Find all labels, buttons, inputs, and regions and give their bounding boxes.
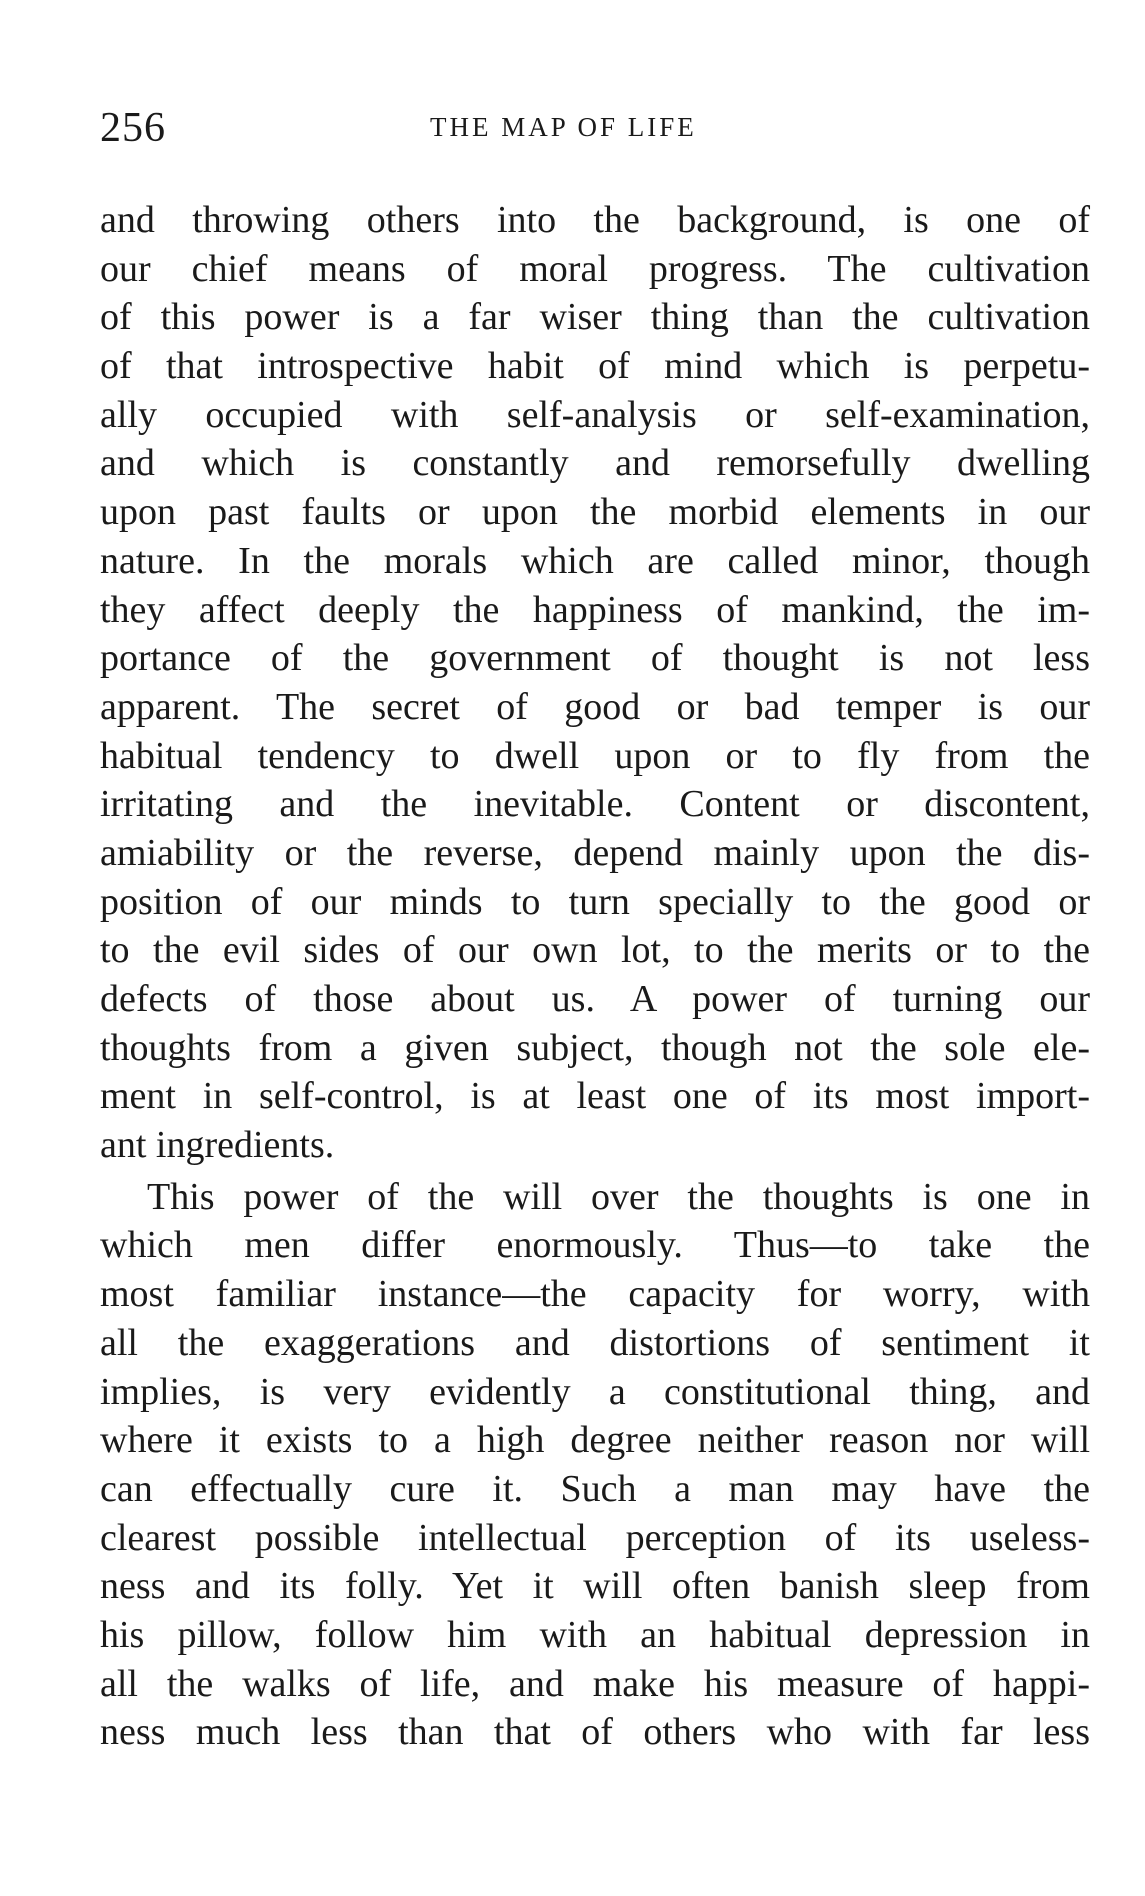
text-line: and throwing others into the background, is one of [100,199,1090,241]
text-line: ness and its folly. Yet it will often banish sleep from [100,1565,1090,1608]
text-line: ant ingredients. [100,1124,335,1167]
text-line: clearest possible intellectual perception of its useless- [100,1516,1090,1559]
text-line: of this power is a far wiser thing than the cultivation [100,296,1090,339]
text-line: to the evil sides of our own lot, to the merits or to the [100,929,1090,972]
text-line: of that introspective habit of mind which is perpetu- [100,345,1090,388]
text-line: most familiar instance—the capacity for worry, with [100,1273,1090,1316]
text-line: amiability or the reverse, depend mainly upon the dis- [100,831,1090,874]
text-line: defects of those about us. A power of turning our [100,978,1090,1020]
paragraph-1 [100,196,1090,1170]
text-line: nature. In the morals which are called minor, though [100,539,1090,582]
page-number: 256 [100,105,166,151]
running-title: THE MAP OF LIFE [430,112,697,142]
text-line: ness much less than that of others who with far less [100,1711,1090,1754]
text-line: all the exaggerations and distortions of sentiment it [100,1321,1090,1364]
text-line: our chief means of moral progress. The cultivation [100,247,1090,290]
text-line: where it exists to a high degree neither reason nor will [100,1419,1090,1462]
text-line: position of our minds to turn specially to the good or [100,880,1090,923]
text-line: irritating and the inevitable. Content or discontent, [100,783,1090,826]
running-head [100,104,1090,154]
text-line: thoughts from a given subject, though not the sole ele- [100,1026,1090,1069]
text-line: all the walks of life, and make his measure of happi- [100,1662,1090,1705]
paragraph-2 [100,1173,1090,1757]
text-line: habitual tendency to dwell upon or to fly from the [100,734,1090,777]
text-line: upon past faults or upon the morbid elements in our [100,491,1090,534]
text-line: implies, is very evidently a constitutional thing, and [100,1370,1090,1413]
text-line: they affect deeply the happiness of mankind, the im- [100,588,1090,631]
text-line: his pillow, follow him with an habitual depression in [100,1613,1090,1656]
body-text [100,196,1090,1757]
text-line: can effectually cure it. Such a man may have the [100,1467,1090,1510]
text-line: apparent. The secret of good or bad temper is our [100,685,1090,728]
text-line: portance of the government of thought is not less [100,637,1090,680]
text-line: This power of the will over the thoughts is one in [147,1175,1090,1218]
text-line: ally occupied with self-analysis or self-examination, [100,393,1090,436]
text-line: ment in self-control, is at least one of its most import- [100,1075,1090,1118]
text-line: and which is constantly and remorsefully dwelling [100,442,1090,485]
text-line: which men differ enormously. Thus—to take the [100,1224,1090,1267]
